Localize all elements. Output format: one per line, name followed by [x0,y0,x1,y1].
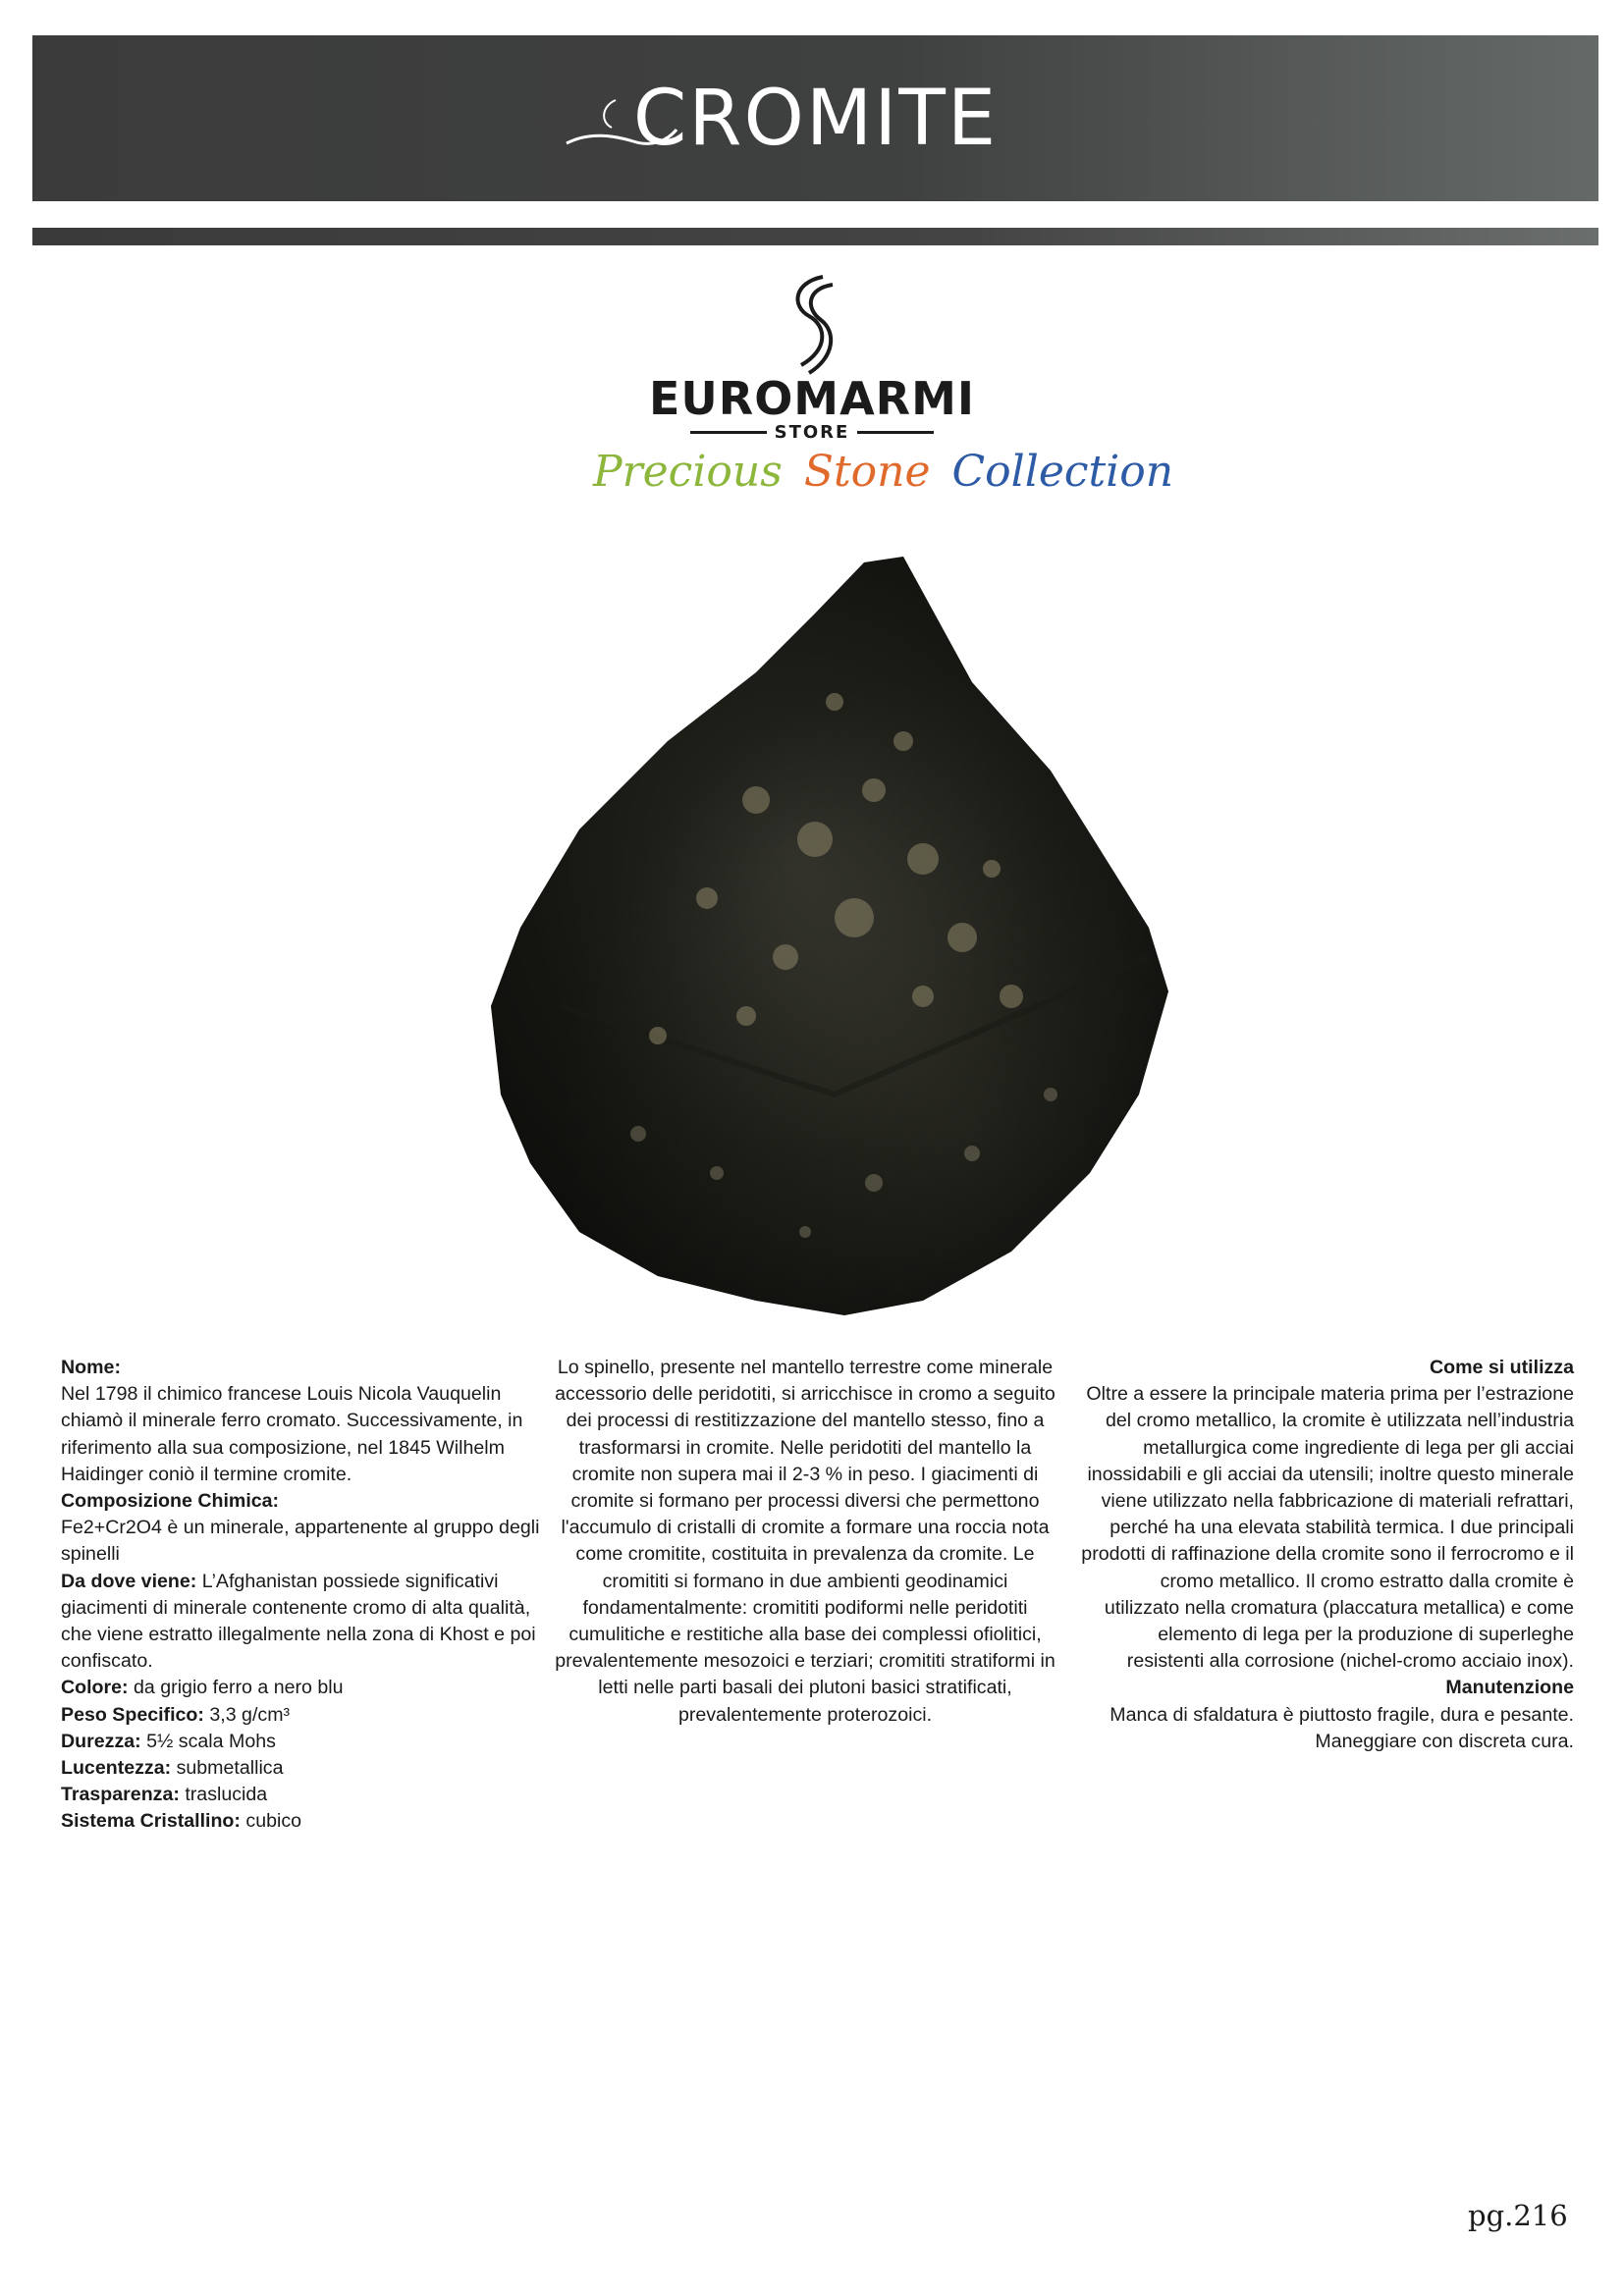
middle-column [545,1355,1065,1729]
divider-band [32,228,1598,245]
nome-label: Nome: [61,1357,121,1378]
durezza-text: 5½ scala Mohs [146,1730,276,1752]
store-label: STORE [774,422,850,443]
lucentezza-text: submetallica [176,1757,284,1780]
sistema-text: cubico [245,1810,302,1833]
uso-text: Oltre a essere la principale materia prima per l’estrazione del cromo metallico, la cromite è utilizzata nell’industria metallurgica come ingrediente di lega per gli acciai inossidabili e gli acciai da utensili; inoltre questo minerale viene utilizzato nella fabbricazione di materiali refrattari, perché ha una elevata stabilità termica. I due principali prodotti di raffinazione della cromite sono il ferrocromo e il cromo metallico. Il cromo estratto dalla cromite è utilizzato nella cromatura (placcatura metallica) e come elemento di lega per la produzione di superleghe resistenti alla corrosione (nichel-cromo acciaio inox). [1081,1383,1574,1673]
store-row [616,422,1008,443]
title-text: CROMITE [632,74,999,163]
peso-label: Peso Specifico: [61,1703,204,1726]
swash-ornament-icon [565,92,682,161]
collection-word-collection: Collection [951,447,1174,497]
collection-tagline [589,447,1174,497]
page-title [633,75,998,163]
collection-word-precious: Precious [593,447,783,497]
page-number: pg.216 [1468,2199,1568,2232]
left-column [61,1355,547,1836]
durezza-label: Durezza: [61,1730,141,1752]
sistema-label: Sistema Cristallino: [61,1810,241,1833]
double-s-logo-icon [778,271,846,379]
genesis-text: Lo spinello, presente nel mantello terrestre come minerale accessorio delle peridotiti, si arricchisce in cromo a seguito dei processi di restitizzazione del mantello stesso, fino a trasformarsi in cromite. Nelle peridotiti del mantello la cromite non supera mai il 2-3 % in peso. I giacimenti di cromite si formano per processi diversi che permettono l'accumulo di cristalli di cromite a formare una roccia nota come cromitite, costituita in prevalenza da cromite. Le cromititi si formano in due ambienti geodinamici fondamentalmente: cromititi podiformi nelle peridotiti cumulitiche e restitiche alla base dei complessi ofiolitici, prevalentemente mesozoici e terziari; cromititi stratiformi in letti nelle parti basali dei plutoni basici stratificati, prevalentemente proterozoici. [555,1357,1056,1726]
composizione-text: Fe2+Cr2O4 è un minerale, appartenente al gruppo degli spinelli [61,1517,540,1566]
nome-text: Nel 1798 il chimico francese Louis Nicola Vauquelin chiamò il minerale ferro cromato. Successivamente, in riferimento alla sua composizione, nel 1845 Wilhelm Haidinger coniò il termine cromite. [61,1383,523,1485]
collection-word-stone: Stone [803,447,931,497]
provenienza-text: L’Afghanistan possiede significativi giacimenti di minerale contenente cromo di alta qualità, che viene estratto illegalmente nella zona di Khost e poi confiscato. [61,1570,536,1673]
brand-name: EUROMARMI [649,372,975,425]
uso-label: Come si utilizza [1430,1357,1574,1378]
provenienza-label: Da dove viene: [61,1570,197,1592]
colore-text: da grigio ferro a nero blu [134,1677,344,1699]
trasparenza-label: Trasparenza: [61,1784,180,1806]
header-band [32,35,1598,201]
colore-label: Colore: [61,1677,129,1699]
peso-text: 3,3 g/cm³ [209,1703,291,1726]
store-line-left [690,431,767,434]
chromite-stone-photo [461,545,1188,1330]
lucentezza-label: Lucentezza: [61,1757,172,1780]
right-column [1080,1355,1574,1755]
composizione-label: Composizione Chimica: [61,1490,280,1513]
store-line-right [857,431,934,434]
manutenzione-text: Manca di sfaldatura è piuttosto fragile, dura e pesante. Maneggiare con discreta cura. [1110,1703,1574,1752]
manutenzione-label: Manutenzione [1445,1677,1574,1699]
trasparenza-text: traslucida [185,1784,268,1806]
